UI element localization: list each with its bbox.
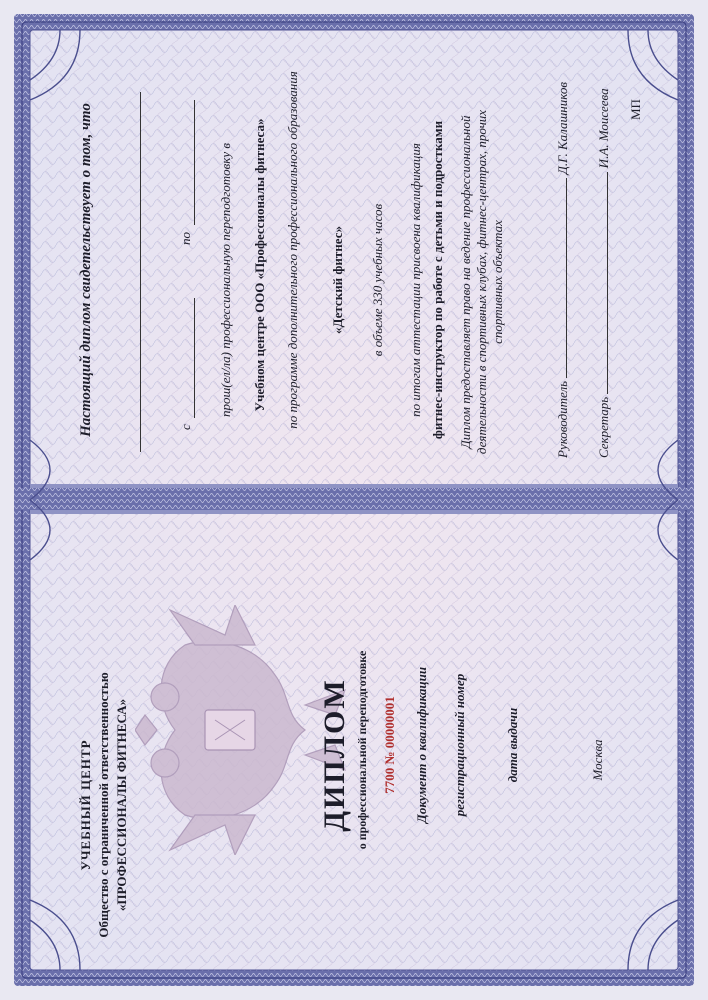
stamp-place: МП (628, 99, 643, 120)
doc-subtitle: о профессиональной переподготовке (355, 650, 369, 850)
hours-text: в объеме 330 учебных часов (370, 203, 385, 357)
head-signature-line (566, 178, 567, 378)
secretary-signature-row (596, 88, 612, 458)
qualification-name: фитнес-инструктор по работе с детьми и подростками (430, 120, 445, 440)
city-label: Москва (590, 739, 605, 781)
secretary-name: И.А. Моисеева (596, 88, 611, 169)
qualification-doc-label: Документ о квалификации (414, 666, 429, 824)
date-from-label: с (178, 424, 193, 430)
head-signature-row (555, 82, 571, 458)
registration-number-label: регистрационный номер (452, 673, 467, 817)
secretary-label: Секретарь (596, 396, 611, 458)
date-to-label: по (178, 232, 193, 245)
date-from-line (194, 298, 195, 418)
date-to-line (194, 100, 195, 225)
head-name: Д.Г. Калашников (555, 82, 570, 175)
serial-number: 7700 № 00000001 (382, 696, 397, 794)
rights-line-3: спортивных объектах (490, 220, 505, 344)
course-name: «Детский фитнес» (330, 226, 345, 334)
rights-line-1: Диплом предоставляет право на ведение профессиональной (458, 115, 473, 449)
center-name: Учебном центре ООО «Профессионалы фитнеса» (252, 118, 267, 412)
head-label: Руководитель (555, 380, 570, 458)
org-name: «ПРОФЕССИОНАЛЫ ФИТНЕСА» (114, 698, 129, 912)
passed-text: прош(ел/ла) профессиональную переподготовку в (218, 142, 233, 418)
name-line (140, 92, 141, 452)
secretary-signature-line (607, 172, 608, 394)
intro-text: Настоящий диплом свидетельствует о том, что (78, 103, 94, 437)
issue-date-label: дата выдачи (505, 707, 520, 783)
org-center: УЧЕБНЫЙ ЦЕНТР (78, 739, 93, 871)
attestation-text: по итогам аттестации присвоена квалификация (408, 143, 423, 417)
doc-title: ДИПЛОМ (318, 678, 351, 832)
program-text: по программе дополнительного профессионального образования (285, 71, 300, 429)
rights-line-2: деятельности в спортивных клубах, фитнес-центрах, прочих (474, 109, 489, 455)
org-form: Общество с ограниченной ответственностью (96, 672, 111, 938)
